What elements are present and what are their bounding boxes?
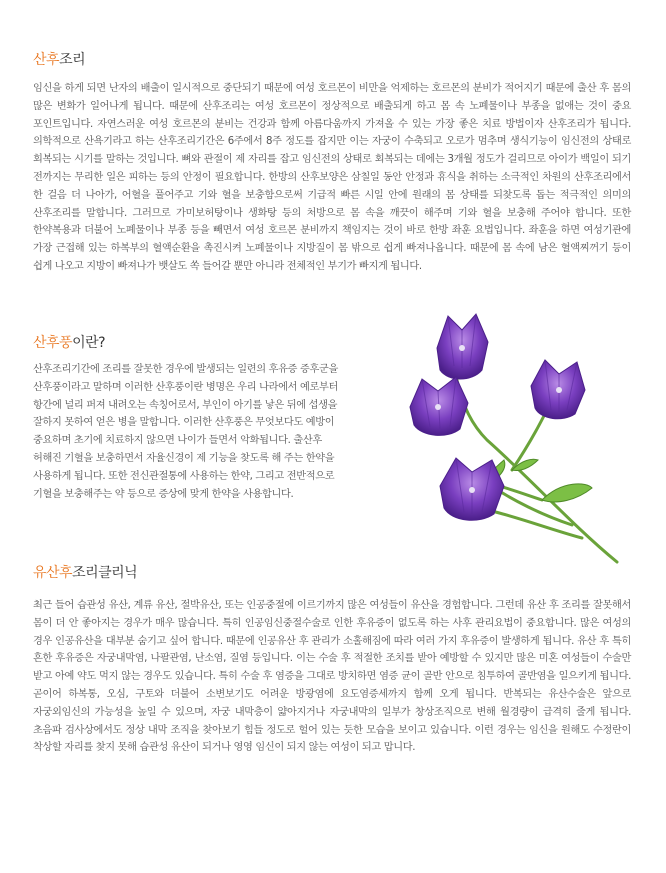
- heading-accent: 산후풍: [33, 335, 73, 351]
- heading-rest: 조리클리닉: [72, 565, 138, 581]
- section-body-postpartum-wind: 산후조리기간에 조리를 잘못한 경우에 발생되는 일련의 후유증 증후군을 산후풍이라고 말하며 이러한 산후풍이란 병명은 우리 나라에서 예로부터 항간에 널리 퍼져 내려오는 속칭어로서, 부인이 아기를 낳은 뒤에 섭생을 잘하지 못하여 얻은 병을 말합니다. 이러한 산후풍은 무엇보다도 예방이 중요하며 초기에 치료하지 않으면 나이가 들면서 악화됩니다. 출산후 허해진 기혈을 보충하면서 자율신경이 제 기능을 찾도록 해 주는 한약을 사용하게 됩니다. 또한 전신관절통에 사용하는 한약, 그리고 전반적으로 기혈을 보충해주는 약 등으로 증상에 맞게 한약을 사용합니다.: [33, 364, 338, 500]
- heading-rest: 조리: [59, 52, 86, 68]
- flower-blossom: [440, 458, 504, 520]
- heading-rest: 이란?: [72, 335, 106, 351]
- heading-accent: 유산후: [33, 565, 73, 581]
- leaf: [542, 484, 592, 502]
- flower-blossom: [410, 377, 468, 435]
- section-heading-post-miscarriage-care: [33, 562, 137, 582]
- flower-blossom: [437, 314, 488, 379]
- section-heading-postpartum-care: [33, 49, 85, 69]
- section-body-post-miscarriage-care: 최근 들어 습관성 유산, 계류 유산, 절박유산, 또는 인공중절에 이르기까지 많은 여성들이 유산을 경험합니다. 그런데 유산 후 조리를 잘못해서 몸이 더 안 좋아지는 경우가 매우 많습니다. 특히 인공임신중절수술로 인한 후유증이 없도록 하는 사후 관리요법이 중요합니다. 많은 여성의 경우 인공유산을 대부분 숨기고 싶어 합니다. 때문에 인공유산 후 관리가 소홀해짐에 따라 여러 가지 후유증이 발생하게 됩니다. 유산 후 특히 흔한 후유증은 자궁내막염, 나팔관염, 난소염, 질염 등입니다. 이는 수술 후 적절한 조치를 받아 예방할 수 있지만 많은 미혼 여성들이 수술만 받고 아예 약도 먹지 않는 경우도 있습니다. 특히 수술 후 염증을 그대로 방치하면 염증 균이 골반 안으로 침투하여 골반염을 일으키게 됩니다. 곧이어 하복통, 오심, 구토와 더불어 소변보기도 어려운 방광염에 요도염증세까지 함께 오게 됩니다. 반복되는 유산수술은 앞으로 자궁외임신의 가능성을 높일 수 있으며, 자궁 내막층이 얇아지거나 자궁내막의 일부가 창상조직으로 변해 월경량이 급격히 줄게 됩니다. 초음파 검사상에서도 정상 내막 조직을 찾아보기 힘들 정도로 헐어 있는 듯한 모습을 보이고 있습니다. 이런 경우는 임신을 원해도 수정란이 착상할 자리를 찾지 못해 습관성 유산이 되거나 영영 임신이 되지 않는 여성이 되고 맙니다.: [33, 600, 631, 754]
- section-body-postpartum-care: 임신을 하게 되면 난자의 배출이 일시적으로 중단되기 때문에 여성 호르몬이 비만을 억제하는 호르몬의 분비가 적어지기 때문에 출산 후 몸의 많은 변화가 일어나게 됩니다. 때문에 산후조리는 여성 호르몬이 정상적으로 배출되게 하고 몸 속 노폐물이나 부종을 없애는 것이 중요 포인트입니다. 자연스러운 여성 호르몬의 분비는 건강과 함께 아름다움까지 가져올 수 있는 가장 좋은 치료 방법이자 산후조리가 됩니다. 의학적으로 산욕기라고 하는 산후조리기간은 6주에서 8주 정도를 잡지만 이는 자궁이 수축되고 오로가 멈추며 생식기능이 임신전의 상태로 회복되는 시기를 말하는 것입니다. 뼈와 관절이 제 자리를 잡고 임신전의 상태로 회복되는 데에는 3개월 정도가 걸리므로 아이가 백일이 되기 전까지는 무리한 일은 피하는 등의 안정이 필요합니다. 한방의 산후보양은 삼칠일 동안 안정과 휴식을 취하는 소극적인 차원의 산후조리에서 한 걸음 더 나아가, 어혈을 풀어주고 기와 혈을 보충함으로써 기급적 빠른 시일 안에 원래의 몸 상태를 되찾도록 돕는 적극적인 의미의 산후조리를 말합니다. 그러므로 가미보허탕이나 생화탕 등의 처방으로 몸 속을 깨끗이 해주며 기와 혈을 보충해 주어야 합니다. 또한 한약복용과 더불어 노폐물이나 부종 등을 빼면서 여성 호르몬 분비까지 책임지는 것이 바로 한방 좌훈 요법입니다. 좌훈을 하면 여성기관에 가장 근접해 있는 하복부의 혈액순환을 촉진시켜 노폐물이나 지방질이 몸 밖으로 쉽게 빠져나옵니다. 때문에 몸 속에 남은 혈액찌꺼기 등이 쉽게 나오고 지방이 빠져나가 뱃살도 쏙 들어갈 뿐만 아니라 전체적인 부기가 빠지게 됩니다.: [33, 83, 631, 272]
- section-heading-postpartum-wind: [33, 332, 105, 352]
- heading-accent: 산후: [33, 52, 60, 68]
- bellflower-icon: [392, 310, 632, 568]
- flower-blossom: [531, 360, 585, 419]
